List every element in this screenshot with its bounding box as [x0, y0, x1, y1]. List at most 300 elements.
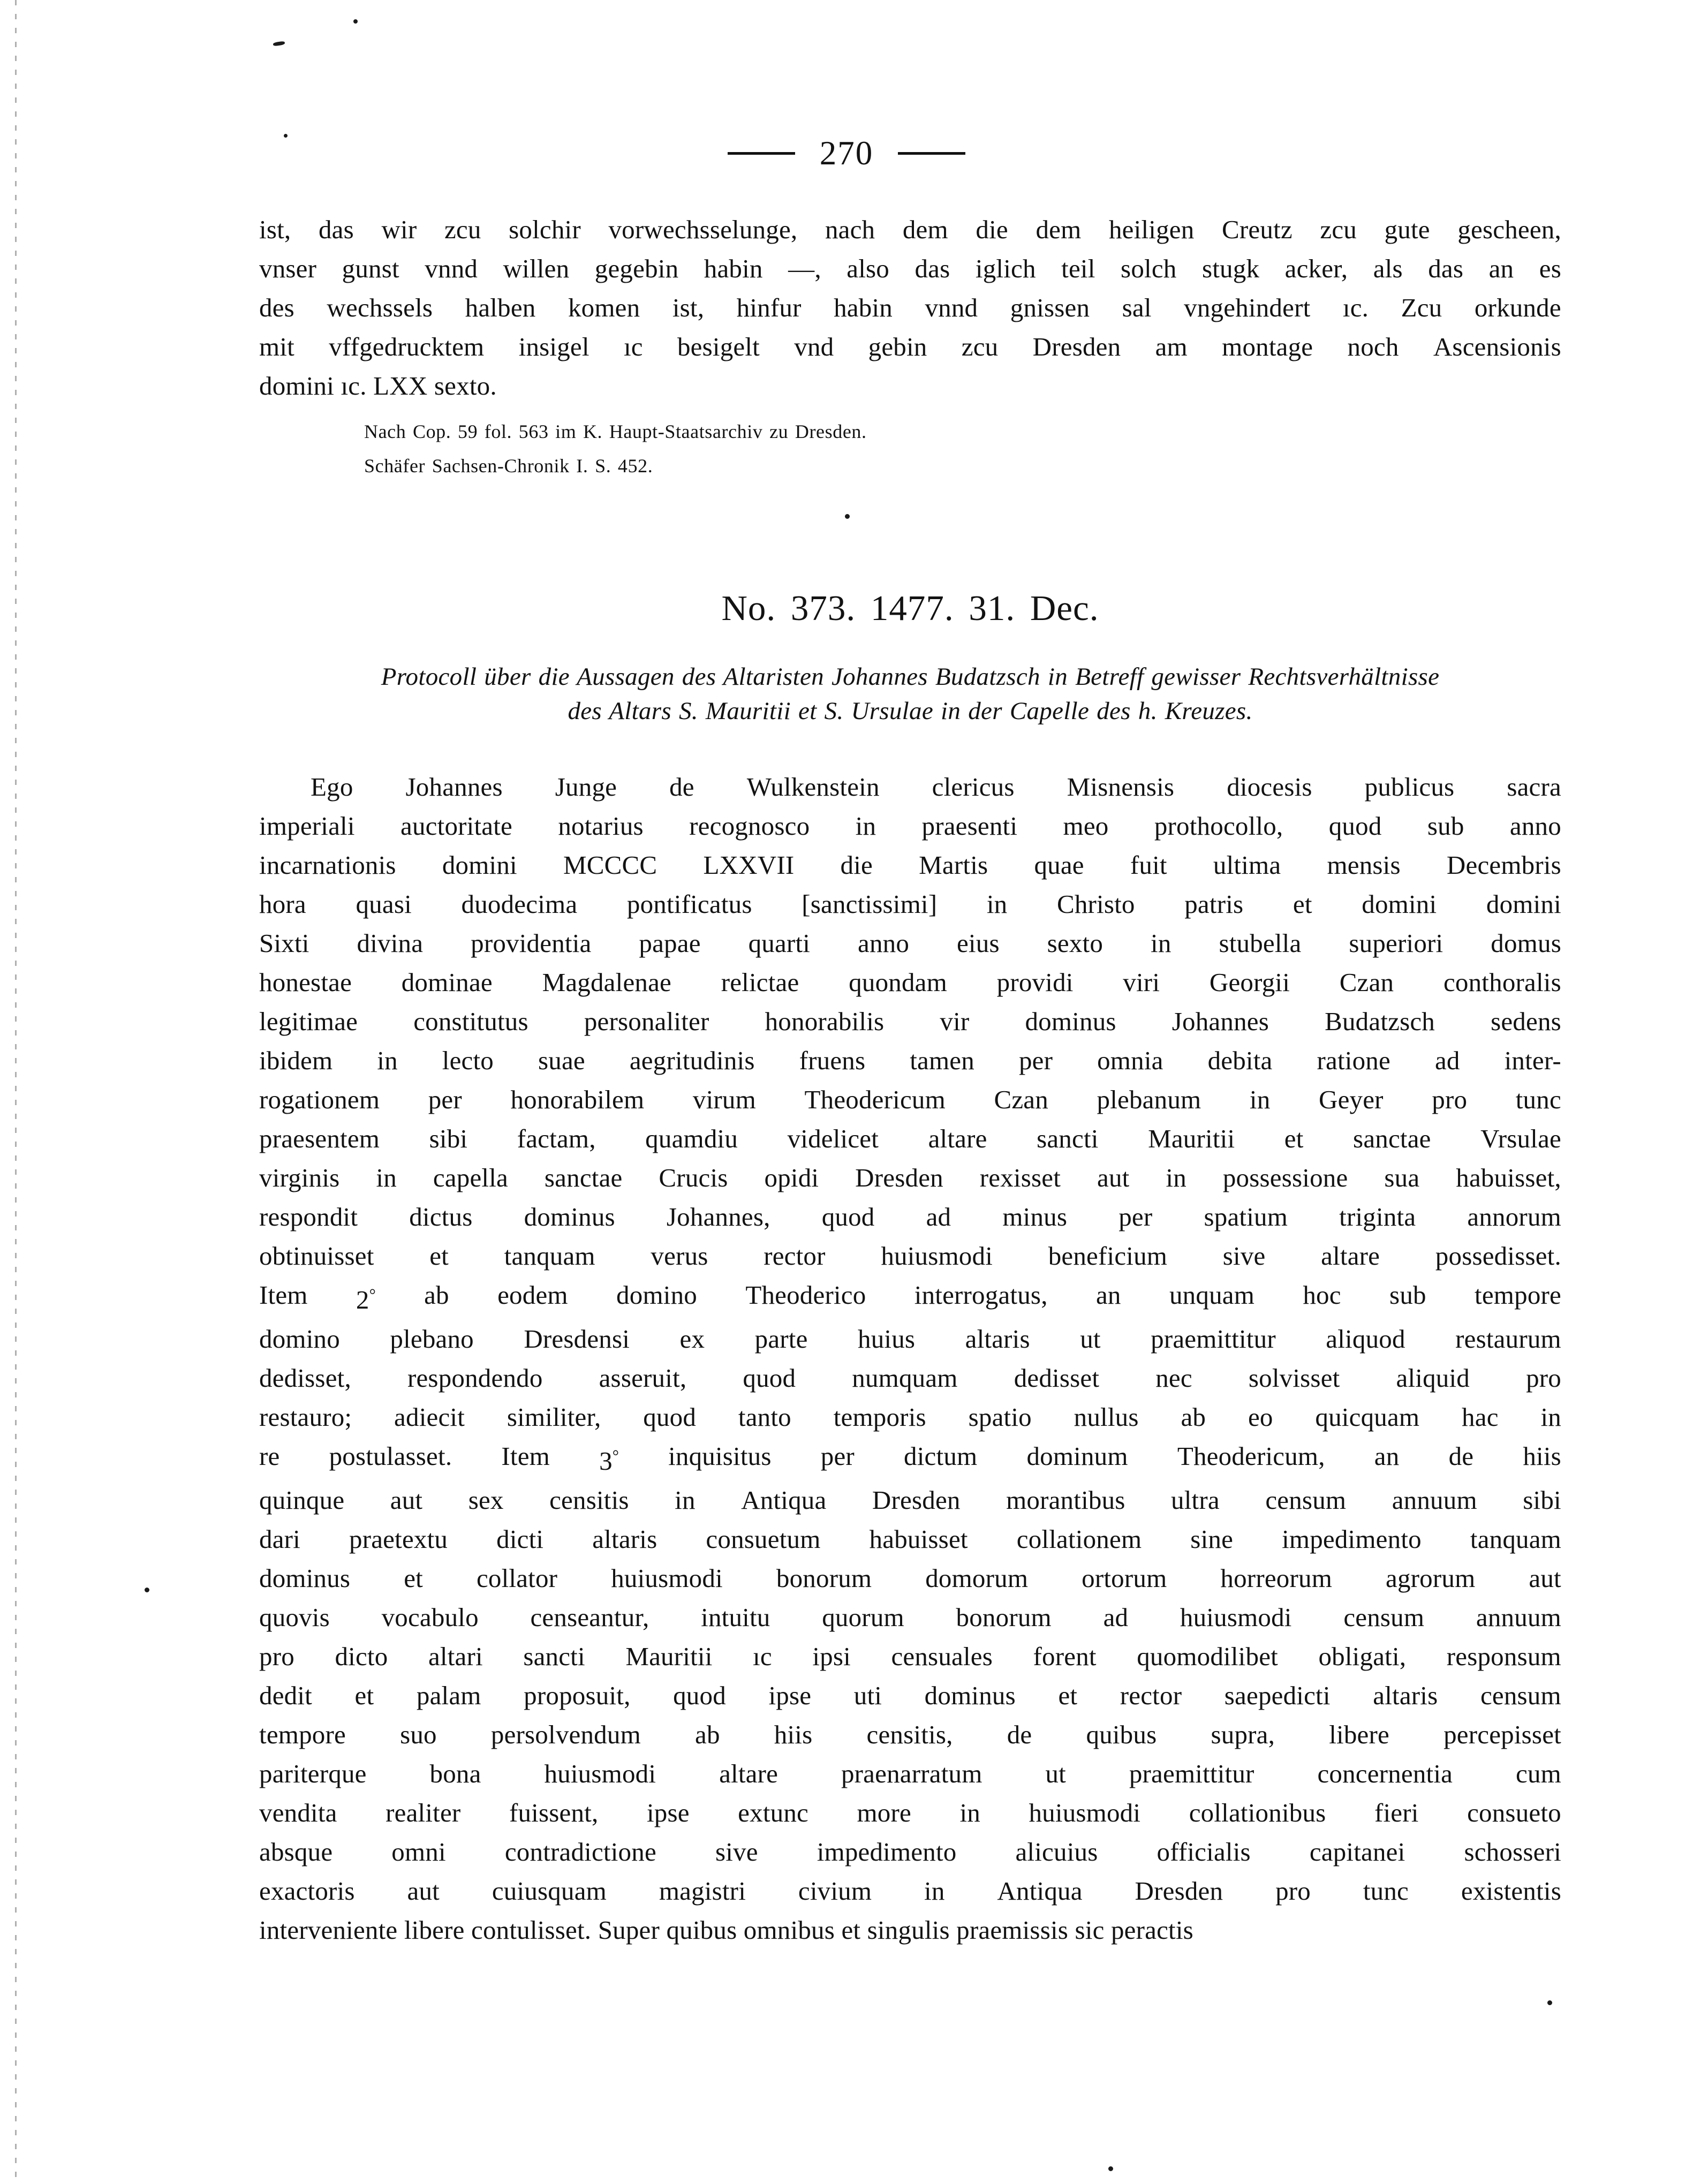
- word: obtinuisset: [259, 1241, 374, 1271]
- word: Antiqua: [741, 1485, 827, 1515]
- word: sancti: [1037, 1124, 1099, 1153]
- word: Christo: [1056, 889, 1135, 919]
- word: die: [840, 850, 873, 880]
- charter-line: [259, 327, 1561, 366]
- word: rogationem: [259, 1085, 380, 1114]
- head-rule-left: [728, 152, 795, 155]
- word: orkunde: [1474, 293, 1561, 322]
- word: sex: [468, 1485, 504, 1515]
- body-line: [259, 1236, 1561, 1275]
- word: agrorum: [1386, 1563, 1476, 1593]
- word: domorum: [925, 1563, 1029, 1593]
- word: collator: [476, 1563, 558, 1593]
- word: quamdiu: [645, 1124, 738, 1153]
- word: vendita: [259, 1797, 337, 1827]
- word: [sanctissimi]: [802, 889, 938, 919]
- word: postulasset.: [329, 1441, 452, 1471]
- word: restauro;: [259, 1402, 352, 1432]
- word: Theoderico: [745, 1280, 866, 1310]
- word: Theodericum: [804, 1085, 946, 1114]
- word: insigel: [518, 332, 589, 361]
- scan-speck: [1108, 2166, 1113, 2171]
- word: in: [675, 1485, 696, 1515]
- word: Ego: [311, 772, 353, 802]
- word: praesenti: [921, 811, 1018, 841]
- word: impedimento: [817, 1837, 957, 1866]
- word: contradictione: [504, 1837, 656, 1866]
- word: et: [1284, 1124, 1304, 1153]
- word: Dresden: [1032, 332, 1121, 361]
- body-line: [259, 1871, 1561, 1910]
- word: hac: [1462, 1402, 1499, 1432]
- word: Junge: [555, 772, 617, 802]
- word: domini: [442, 850, 517, 880]
- word: et: [1058, 1680, 1078, 1710]
- word: habin: [704, 254, 763, 283]
- word: das: [914, 254, 950, 283]
- word: pontificatus: [626, 889, 752, 919]
- word: nec: [1155, 1363, 1192, 1393]
- word: habin: [834, 293, 893, 322]
- word: fuissent,: [509, 1797, 599, 1827]
- word: iglich: [975, 254, 1036, 283]
- body-line: [259, 924, 1561, 963]
- word: Dresdensi: [524, 1324, 630, 1354]
- word: altare: [928, 1124, 987, 1153]
- word: pro: [1275, 1876, 1311, 1906]
- word: quarti: [748, 928, 811, 958]
- word: minus: [1002, 1202, 1068, 1231]
- word: heiligen: [1108, 215, 1195, 244]
- body-line: [259, 1637, 1561, 1676]
- word: ipse: [646, 1797, 690, 1827]
- word: per: [820, 1441, 855, 1471]
- word: vnd: [794, 332, 834, 361]
- word: altare: [1321, 1241, 1380, 1271]
- word: officialis: [1157, 1837, 1251, 1866]
- word: numquam: [852, 1363, 958, 1393]
- latin-body: [259, 767, 1561, 1949]
- word: solchir: [509, 215, 581, 244]
- word: ad: [1434, 1046, 1460, 1075]
- word: Creutz: [1222, 215, 1293, 244]
- word: omni: [391, 1837, 446, 1866]
- word: suo: [400, 1719, 437, 1749]
- word: vnnd: [925, 293, 978, 322]
- word: dari: [259, 1524, 300, 1554]
- word: hiis: [1523, 1441, 1561, 1471]
- word: virum: [692, 1085, 756, 1114]
- word: existentis: [1461, 1876, 1561, 1906]
- word: domini: [1486, 889, 1561, 919]
- word: als: [1373, 254, 1403, 283]
- word: ipse: [768, 1680, 812, 1710]
- word: quomodilibet: [1137, 1641, 1278, 1671]
- word: quod: [821, 1202, 875, 1231]
- ordinal-marker: °: [369, 1286, 376, 1304]
- word: honorabilem: [510, 1085, 645, 1114]
- word: Misnensis: [1067, 772, 1175, 802]
- scan-speck: [1547, 2000, 1552, 2005]
- word: dominus: [259, 1563, 351, 1593]
- word: solvisset: [1248, 1363, 1340, 1393]
- word: in: [986, 889, 1008, 919]
- word: patris: [1184, 889, 1244, 919]
- word: solch: [1121, 254, 1177, 283]
- word: in: [1249, 1085, 1271, 1114]
- word: das: [1428, 254, 1464, 283]
- word: inquisitus: [668, 1441, 772, 1471]
- word: sive: [1222, 1241, 1266, 1271]
- word: sine: [1190, 1524, 1234, 1554]
- word: altaris: [592, 1524, 657, 1554]
- word: quinque: [259, 1485, 345, 1515]
- charter-paragraph: [259, 210, 1561, 405]
- word: re: [259, 1441, 280, 1471]
- body-line: [259, 806, 1561, 845]
- word: in: [855, 811, 876, 841]
- word: willen: [503, 254, 570, 283]
- word: Sixti: [259, 928, 309, 958]
- word: fruens: [799, 1046, 866, 1075]
- word: eo: [1248, 1402, 1273, 1432]
- word: rector: [1120, 1680, 1182, 1710]
- ordinal-marker: °: [612, 1446, 619, 1465]
- word: realiter: [386, 1797, 461, 1827]
- word: sibi: [1523, 1485, 1561, 1515]
- word: Mauritii: [1148, 1124, 1235, 1153]
- word: Vrsulae: [1480, 1124, 1561, 1153]
- word: am: [1155, 332, 1188, 361]
- word: dedisset,: [259, 1363, 351, 1393]
- word: Georgii: [1209, 968, 1290, 997]
- word: quondam: [849, 968, 947, 997]
- word: domini: [1362, 889, 1437, 919]
- word: also: [846, 254, 889, 283]
- word: 3°: [599, 1446, 619, 1476]
- page-number: 270: [819, 134, 874, 172]
- word: altaris: [1373, 1680, 1438, 1710]
- charter-line: [259, 366, 1561, 405]
- word: Item: [259, 1280, 308, 1310]
- word: factam,: [517, 1124, 596, 1153]
- body-line: [259, 1480, 1561, 1520]
- word: diocesis: [1227, 772, 1312, 802]
- word: ab: [1181, 1402, 1206, 1432]
- word: sua: [1384, 1163, 1420, 1192]
- word: praenarratum: [841, 1758, 982, 1788]
- word: per: [428, 1085, 462, 1114]
- word: zcu: [444, 215, 481, 244]
- word: wir: [381, 215, 417, 244]
- word: sanctae: [1353, 1124, 1431, 1153]
- word: aut: [1529, 1563, 1561, 1593]
- word: Mauritii: [625, 1641, 713, 1671]
- word: Wulkenstein: [746, 772, 880, 802]
- word: sive: [715, 1837, 758, 1866]
- word: altari: [428, 1641, 483, 1671]
- word: Item: [501, 1441, 550, 1471]
- word: respondit: [259, 1202, 358, 1231]
- word: dem: [1036, 215, 1082, 244]
- word: tanquam: [1470, 1524, 1561, 1554]
- body-line-text: interveniente libere contulisset. Super quibus omnibus et singulis praemissis sic peractis: [259, 1915, 1193, 1945]
- body-line: [259, 1715, 1561, 1754]
- word: ex: [679, 1324, 705, 1354]
- body-line: [259, 1275, 1561, 1319]
- word: quibus: [1086, 1719, 1157, 1749]
- word: Magdalenae: [542, 968, 671, 997]
- word: nullus: [1074, 1402, 1139, 1432]
- body-line: [259, 1598, 1561, 1637]
- word: besigelt: [677, 332, 760, 361]
- word: ut: [1080, 1324, 1101, 1354]
- word: vngehindert: [1184, 293, 1311, 322]
- word: notarius: [558, 811, 644, 841]
- word: Zcu: [1401, 293, 1442, 322]
- word: aliquod: [1326, 1324, 1405, 1354]
- word: alicuius: [1015, 1837, 1098, 1866]
- body-line: [259, 1559, 1561, 1598]
- word: Crucis: [659, 1163, 728, 1192]
- word: pariterque: [259, 1758, 367, 1788]
- source-citations: [364, 415, 1563, 482]
- word: wechssels: [327, 293, 433, 322]
- word: sub: [1389, 1280, 1426, 1310]
- word: mit: [259, 332, 294, 361]
- word: palam: [416, 1680, 481, 1710]
- word: sibi: [429, 1124, 468, 1153]
- word: domus: [1491, 928, 1561, 958]
- word: similiter,: [507, 1402, 601, 1432]
- word: hiis: [774, 1719, 813, 1749]
- word: Dresden: [855, 1163, 943, 1192]
- citation-literature: Schäfer Sachsen-Chronik I. S. 452.: [364, 455, 653, 477]
- word: capitanei: [1309, 1837, 1405, 1866]
- word: quod: [673, 1680, 726, 1710]
- word: mensis: [1327, 850, 1401, 880]
- body-line: [259, 1041, 1561, 1080]
- word: providentia: [471, 928, 592, 958]
- word: ratione: [1317, 1046, 1390, 1075]
- word: eodem: [497, 1280, 568, 1310]
- charter-line: [259, 288, 1561, 327]
- word: komen: [568, 293, 640, 322]
- word: percepisset: [1443, 1719, 1561, 1749]
- word: viri: [1123, 968, 1160, 997]
- word: sancti: [523, 1641, 585, 1671]
- word: huius: [858, 1324, 916, 1354]
- word: capella: [433, 1163, 508, 1192]
- body-line: [259, 1397, 1561, 1437]
- word: tunc: [1515, 1085, 1561, 1114]
- word: respondendo: [407, 1363, 543, 1393]
- word: an: [1095, 1280, 1121, 1310]
- word: Czan: [994, 1085, 1048, 1114]
- word: aliquid: [1396, 1363, 1470, 1393]
- word: huiusmodi: [544, 1758, 656, 1788]
- word: virginis: [259, 1163, 340, 1192]
- word: asseruit,: [599, 1363, 687, 1393]
- word: in: [1166, 1163, 1186, 1192]
- word: collationem: [1016, 1524, 1142, 1554]
- running-head: [0, 134, 1693, 172]
- word: censum: [1265, 1485, 1347, 1515]
- word: censitis,: [866, 1719, 953, 1749]
- word: Budatzsch: [1325, 1007, 1435, 1036]
- word: concernentia: [1317, 1758, 1453, 1788]
- word: aut: [407, 1876, 440, 1906]
- word: possessione: [1222, 1163, 1348, 1192]
- word: aut: [390, 1485, 423, 1515]
- word: in: [959, 1797, 980, 1827]
- word: acker,: [1284, 254, 1348, 283]
- word: stugk: [1201, 254, 1260, 283]
- body-line: [259, 1676, 1561, 1715]
- body-line: [259, 1910, 1561, 1949]
- body-line: [259, 1832, 1561, 1871]
- word: domino: [616, 1280, 697, 1310]
- word: praemittitur: [1151, 1324, 1276, 1354]
- word: gescheen,: [1457, 215, 1561, 244]
- word: LXXVII: [703, 850, 795, 880]
- word: magistri: [659, 1876, 746, 1906]
- word: extunc: [738, 1797, 808, 1827]
- word: recognosco: [689, 811, 810, 841]
- word: divina: [357, 928, 424, 958]
- word: quod: [643, 1402, 697, 1432]
- word: consuetum: [706, 1524, 821, 1554]
- word: halben: [465, 293, 536, 322]
- word: Czan: [1339, 968, 1394, 997]
- word: ultra: [1171, 1485, 1220, 1515]
- word: vorwechsselunge,: [608, 215, 798, 244]
- word: pro: [1526, 1363, 1561, 1393]
- word: horreorum: [1220, 1563, 1333, 1593]
- word: Dresden: [872, 1485, 961, 1515]
- word: tempore: [259, 1719, 346, 1749]
- word: praetextu: [349, 1524, 448, 1554]
- word: dictum: [904, 1441, 978, 1471]
- word: relictae: [721, 968, 799, 997]
- word: per: [1118, 1202, 1153, 1231]
- word: ab: [424, 1280, 449, 1310]
- word: exactoris: [259, 1876, 355, 1906]
- body-line: [259, 1793, 1561, 1832]
- word: dominae: [401, 968, 493, 997]
- word: pro: [1432, 1085, 1468, 1114]
- word: huiusmodi: [1029, 1797, 1141, 1827]
- body-line: [259, 1119, 1561, 1158]
- word: pro: [259, 1641, 294, 1671]
- word: incarnationis: [259, 850, 396, 880]
- word: debita: [1207, 1046, 1273, 1075]
- word: altare: [719, 1758, 779, 1788]
- word: ıc: [623, 332, 643, 361]
- word: constitutus: [413, 1007, 528, 1036]
- word: omnia: [1097, 1046, 1163, 1075]
- word: gegebin: [594, 254, 679, 283]
- word: dominus: [924, 1680, 1016, 1710]
- word: conthoralis: [1443, 968, 1561, 997]
- word: prothocollo,: [1154, 811, 1283, 841]
- body-line: [259, 1197, 1561, 1236]
- word: interrogatus,: [914, 1280, 1048, 1310]
- word: lecto: [442, 1046, 494, 1075]
- regest-line-1: Protocoll über die Aussagen des Altaristen Johannes Budatzsch in Betreff gewisser Rechtsverhältnisse: [381, 663, 1440, 691]
- word: huiusmodi: [1180, 1602, 1292, 1632]
- word: Johannes,: [666, 1202, 770, 1231]
- word: zcu: [1320, 215, 1357, 244]
- word: ıc.: [1342, 293, 1369, 322]
- regest-line-2: des Altars S. Mauritii et S. Ursulae in der Capelle des h. Kreuzes.: [568, 697, 1253, 725]
- word: civium: [798, 1876, 872, 1906]
- word: verus: [651, 1241, 708, 1271]
- word: publicus: [1364, 772, 1455, 802]
- word: sanctae: [544, 1163, 623, 1192]
- word: sedens: [1491, 1007, 1561, 1036]
- word: tempore: [1475, 1280, 1561, 1310]
- word: vnser: [259, 254, 317, 283]
- word: altaris: [965, 1324, 1030, 1354]
- word: obligati,: [1318, 1641, 1407, 1671]
- word: Antiqua: [997, 1876, 1083, 1906]
- word: dicto: [335, 1641, 388, 1671]
- word: zcu: [961, 332, 999, 361]
- word: Ascensionis: [1433, 332, 1561, 361]
- word: ad: [1103, 1602, 1129, 1632]
- word: dictus: [409, 1202, 473, 1231]
- word: in: [1540, 1402, 1561, 1432]
- word: legitimae: [259, 1007, 358, 1036]
- word: in: [924, 1876, 945, 1906]
- word: ortorum: [1082, 1563, 1167, 1593]
- word: teil: [1061, 254, 1095, 283]
- word: censitis: [549, 1485, 629, 1515]
- word: ist,: [672, 293, 705, 322]
- word: suae: [538, 1046, 585, 1075]
- scan-speck: [273, 41, 285, 46]
- word: et: [354, 1680, 374, 1710]
- word: vnnd: [425, 254, 478, 283]
- word: an: [1488, 254, 1514, 283]
- word: ibidem: [259, 1046, 333, 1075]
- word: unquam: [1169, 1280, 1255, 1310]
- document-heading: No. 373. 1477. 31. Dec.: [721, 588, 1099, 628]
- word: sal: [1122, 293, 1152, 322]
- word: supra,: [1211, 1719, 1275, 1749]
- body-line: [259, 1319, 1561, 1358]
- word: fieri: [1374, 1797, 1419, 1827]
- word: possedisset.: [1435, 1241, 1561, 1271]
- word: vocabulo: [381, 1602, 479, 1632]
- word: montage: [1222, 332, 1313, 361]
- charter-line: [259, 249, 1561, 288]
- word: vffgedrucktem: [329, 332, 485, 361]
- word: anno: [1509, 811, 1561, 841]
- word: forent: [1033, 1641, 1097, 1671]
- word: an: [1374, 1441, 1400, 1471]
- word: impedimento: [1282, 1524, 1422, 1554]
- word: spatio: [968, 1402, 1032, 1432]
- word: es: [1539, 254, 1561, 283]
- body-line: [259, 1002, 1561, 1041]
- word: das: [318, 215, 354, 244]
- word: praesentem: [259, 1124, 380, 1153]
- word: anno: [858, 928, 910, 958]
- word: honorabilis: [765, 1007, 885, 1036]
- scan-edge-artifact: [15, 0, 17, 2184]
